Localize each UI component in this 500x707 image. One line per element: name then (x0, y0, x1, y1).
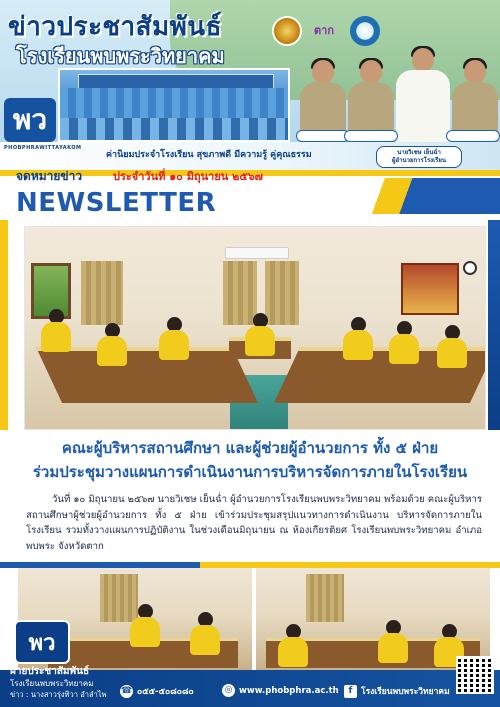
school-motto: ค่านิยมประจำโรงเรียน สุขภาพดี มีความรู้ คู่คุณธรรม (106, 150, 312, 160)
school-logo: พว (4, 98, 56, 142)
obec-logo (350, 16, 380, 46)
header-banner (0, 0, 500, 170)
header-title: ข่าวประชาสัมพันธ์ (8, 12, 222, 42)
phone-icon: ☎ (120, 685, 133, 696)
newsletter-date: ประจำวันที่ ๑๐ มิถุนายน ๒๕๖๗ (113, 170, 263, 183)
footer-facebook: โรงเรียนพบพระวิทยาคม (361, 687, 450, 697)
group-photo (58, 68, 290, 142)
header-school-name: โรงเรียนพบพระวิทยาคม (16, 44, 225, 68)
footer-phone[interactable] (120, 684, 194, 698)
footer-phone-number: ๐๕๕-๕๐๘๐๘๐ (137, 687, 194, 697)
meeting-photo-main (24, 226, 486, 430)
attendee (95, 323, 129, 367)
meeting-photo-right (256, 568, 490, 670)
attendee (376, 620, 410, 664)
facebook-icon: f (344, 685, 357, 698)
footer-school: โรงเรียนพบพระวิทยาคม (10, 679, 94, 688)
article-body: วันที่ ๑๐ มิถุนายน ๒๕๖๗ นายวิเชษ เย็นฉ่ำ ผู้อำนวยการโรงเรียนพบพระวิทยาคม พร้อมด้วย คณะผู้บริหารสถานศึกษาผู้ช่วยผู้อำนวยการ ทั้ง ๕ ฝ่าย เข้าร่วมประชุมสรุปแนวทางการดำเนินงาน บริหารจัดการภายในโรงเรียน รวมทั้งวางแผนการปฏิบัติงาน ในช่วงเดือนมิถุนายน ณ ห้องเกียรติยศ โรงเรียนพบพระวิทยาคม อำเภอพบพระ จังหวัดตาก (26, 494, 482, 552)
decorative-stripe-right (488, 220, 500, 430)
director-name: นายวิเชษ เย็นฉ่ำ (397, 149, 441, 156)
royal-seal-logo (272, 16, 302, 46)
headline-line-2: ร่วมประชุมวางแผนการดำเนินงานการบริหารจัดการภายในโรงเรียน (32, 463, 468, 481)
attendee (39, 309, 73, 353)
attendee (341, 317, 375, 361)
director-caption (376, 146, 462, 168)
school-logo-subtitle: PHOBPHRAWITTAYAKOM (4, 145, 82, 151)
attendee (157, 317, 191, 361)
pr-department-logo: พว (14, 620, 70, 664)
footer-website: www.phobphra.ac.th (239, 685, 339, 696)
decorative-stripes (330, 178, 500, 214)
director-photo (396, 48, 450, 148)
headline-line-1: คณะผู้บริหารสถานศึกษา และผู้ช่วยผู้อำนวยการ ทั้ง ๕ ฝ่าย (61, 439, 439, 457)
attendee (276, 624, 310, 668)
attendee (387, 321, 421, 365)
tak-logo: ตาก (314, 24, 334, 37)
footer-website-link[interactable] (222, 684, 339, 697)
footer-facebook-link[interactable] (344, 684, 450, 698)
newsletter-label: จดหมายข่าว (16, 169, 83, 183)
decorative-stripe-left (0, 220, 8, 430)
qr-code-icon[interactable] (456, 656, 494, 694)
footer-author: ข่าว : นางสาวรุ่งทิวา อำลำไพ (10, 690, 107, 699)
globe-icon: ◎ (222, 684, 235, 697)
attendee (243, 313, 277, 357)
attendee (435, 325, 469, 369)
attendee (128, 604, 162, 648)
newsletter-title: NEWSLETTER (16, 188, 217, 218)
director-title: ผู้อำนวยการโรงเรียน (392, 157, 446, 164)
footer-department: ฝ่ายประชาสัมพันธ์ (10, 666, 90, 677)
attendee (188, 612, 222, 656)
